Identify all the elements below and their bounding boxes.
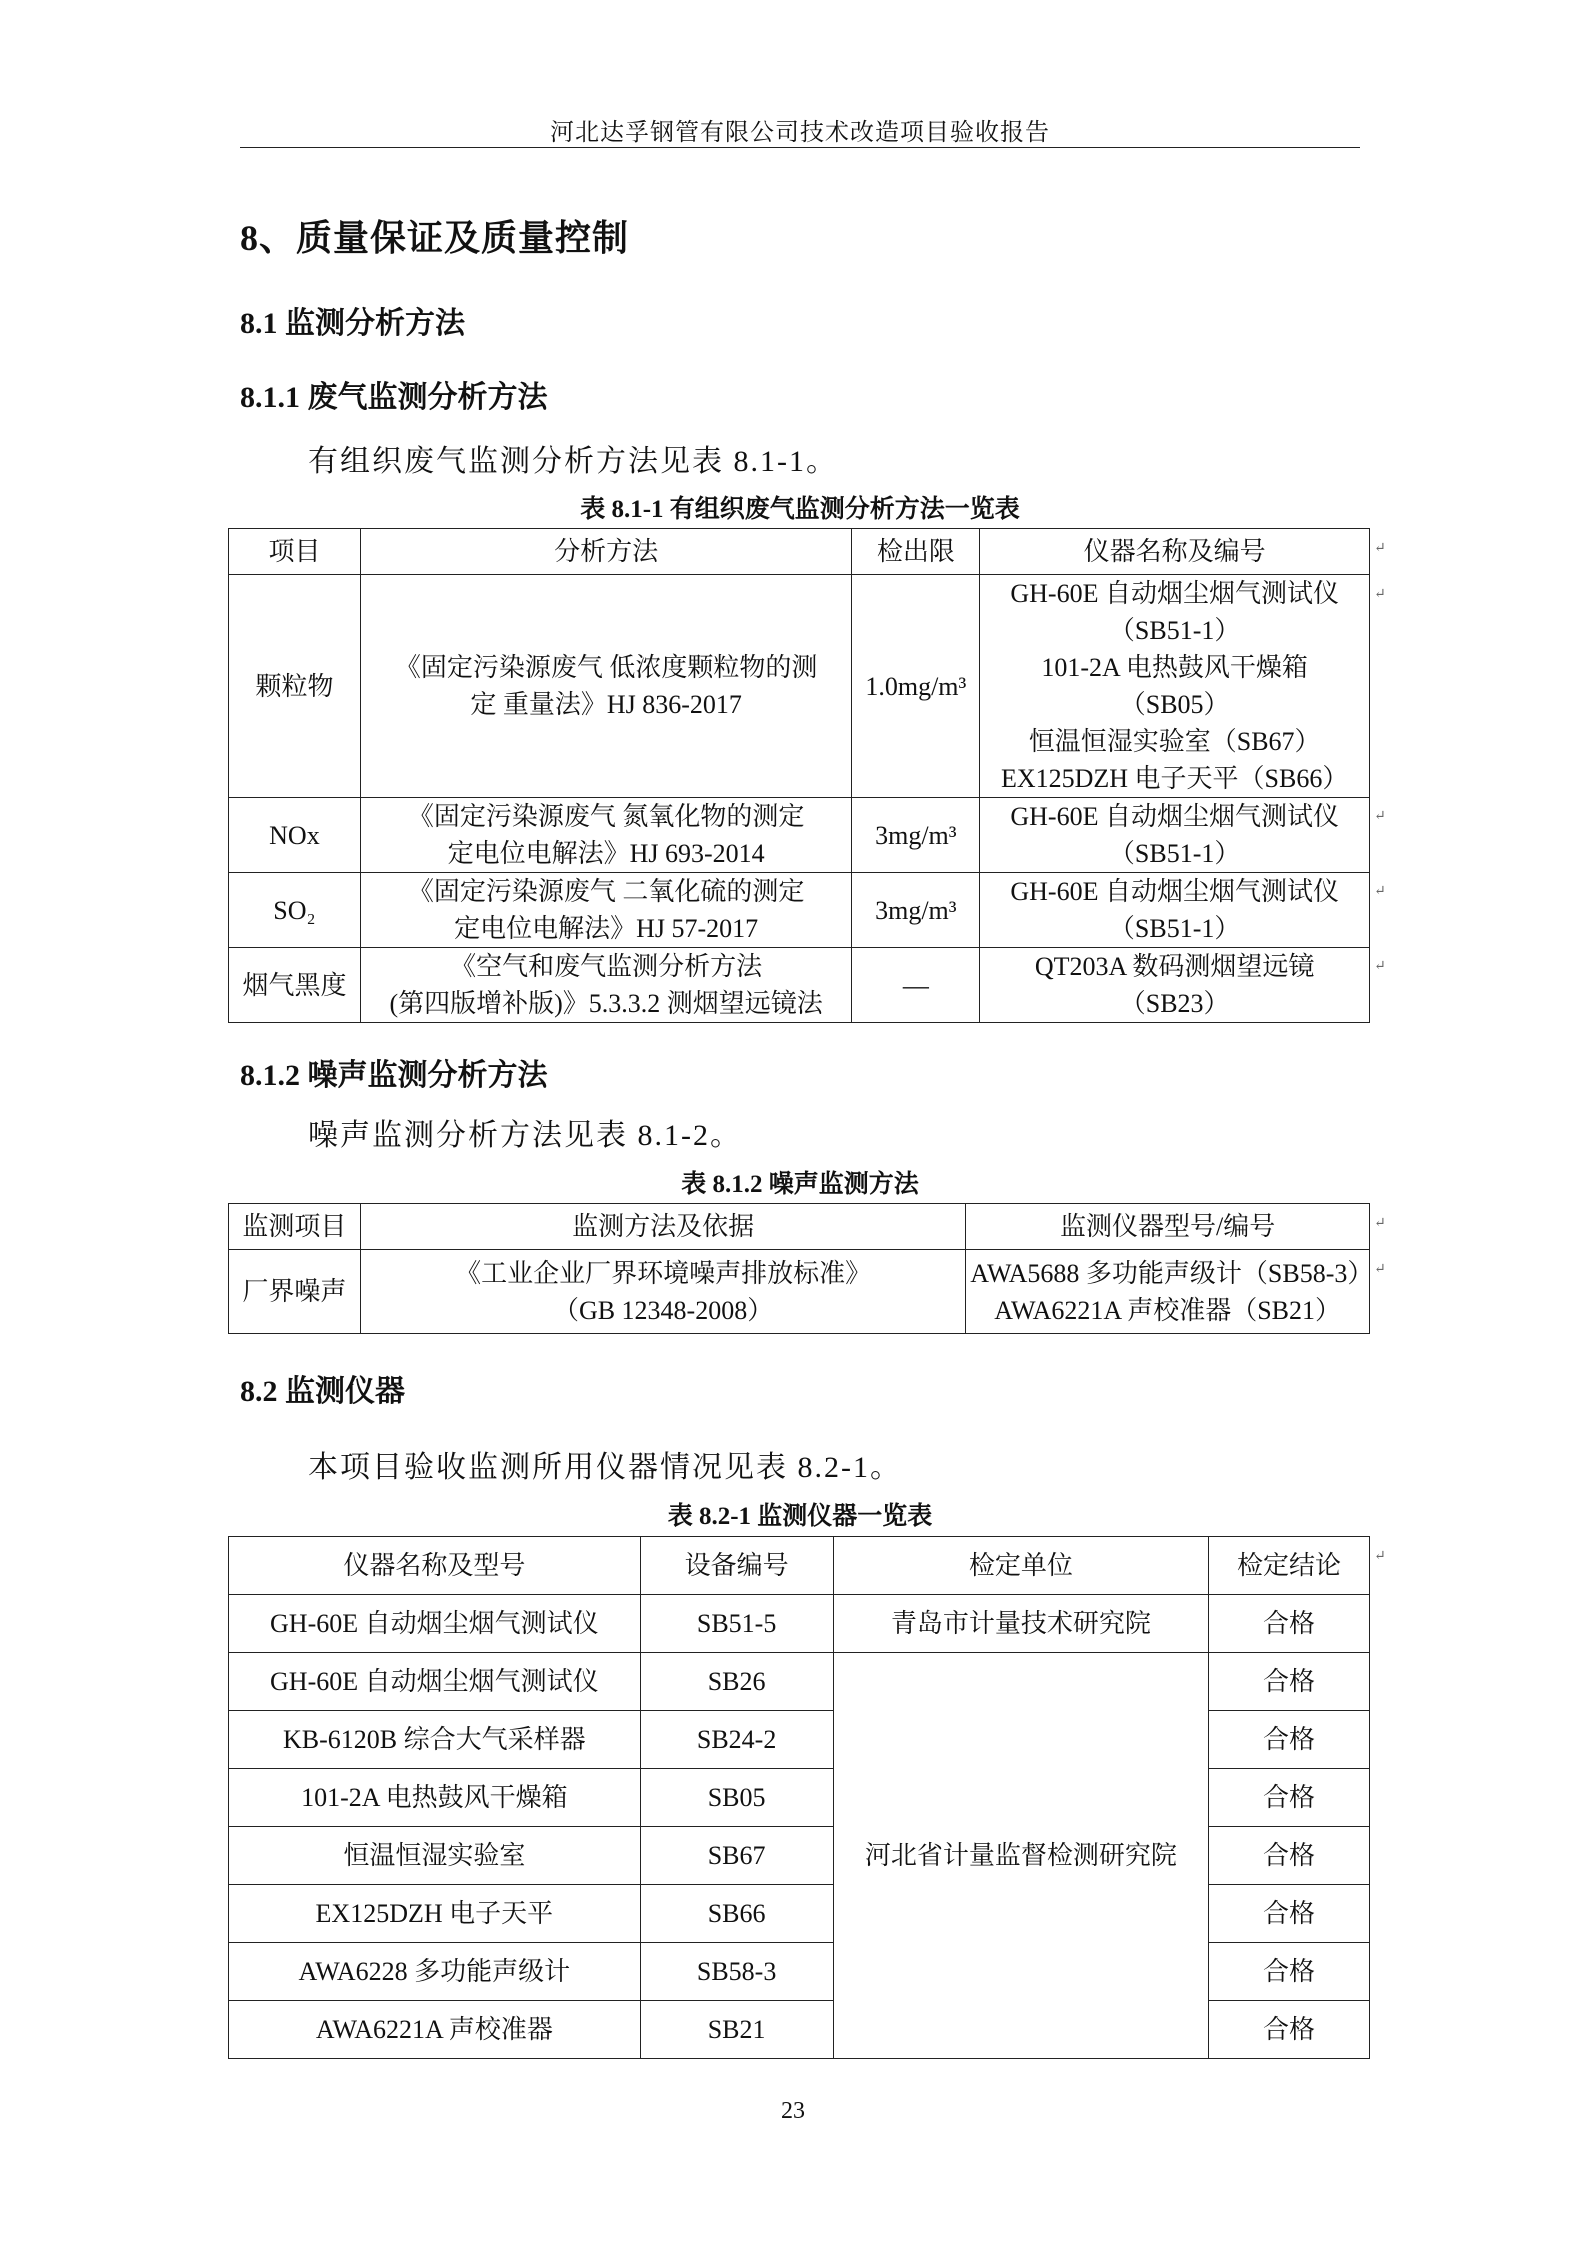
- item-cell: 烟气黑度: [229, 948, 361, 1023]
- code-cell: SB24-2: [640, 1711, 833, 1769]
- limit-cell: 3mg/m³: [852, 873, 980, 948]
- result-cell: 合格: [1209, 2001, 1370, 2059]
- result-cell: 合格: [1209, 1827, 1370, 1885]
- code-cell: SB05: [640, 1769, 833, 1827]
- table-row: [229, 798, 1370, 873]
- table-header-cell: 仪器名称及编号: [980, 529, 1370, 575]
- paragraph-mark-icon: ↵: [1374, 1216, 1386, 1231]
- item-cell: SO₂: [229, 873, 361, 948]
- code-cell: SB66: [640, 1885, 833, 1943]
- table-instruments: [228, 1536, 1370, 2059]
- item-cell: 厂界噪声: [229, 1250, 361, 1334]
- paragraph-mark-icon: ↵: [1374, 541, 1386, 556]
- table-row: [229, 948, 1370, 1023]
- table-noise-methods: [228, 1203, 1374, 1334]
- result-cell: 合格: [1209, 1885, 1370, 1943]
- table-header-cell: 检定结论: [1209, 1537, 1370, 1595]
- name-cell: EX125DZH 电子天平: [229, 1885, 641, 1943]
- name-cell: KB-6120B 综合大气采样器: [229, 1711, 641, 1769]
- paragraph-mark-icon: ↵: [1374, 884, 1386, 899]
- table-header-cell: 仪器名称及型号: [229, 1537, 641, 1595]
- page-header: 河北达孚钢管有限公司技术改造项目验收报告: [550, 120, 1050, 146]
- table-header-cell: 检定单位: [833, 1537, 1209, 1595]
- result-cell: 合格: [1209, 1653, 1370, 1711]
- unit-cell: 青岛市计量技术研究院: [833, 1595, 1209, 1653]
- item-cell: NOx: [229, 798, 361, 873]
- limit-cell: —: [852, 948, 980, 1023]
- header-rule: [240, 147, 1360, 148]
- instrument-cell: GH-60E 自动烟尘烟气测试仪 （SB51-1） 101-2A 电热鼓风干燥箱 （SB05） 恒温恒湿实验室（SB67） EX125DZH 电子天平（SB66）: [980, 575, 1370, 798]
- table-header-cell: 监测项目: [229, 1204, 361, 1250]
- method-cell: 《固定污染源废气 氮氧化物的测定 定电位电解法》HJ 693-2014: [360, 798, 851, 873]
- code-cell: SB26: [640, 1653, 833, 1711]
- page-number: 23: [781, 2098, 805, 2124]
- code-cell: SB51-5: [640, 1595, 833, 1653]
- name-cell: GH-60E 自动烟尘烟气测试仪: [229, 1653, 641, 1711]
- instrument-cell: QT203A 数码测烟望远镜 （SB23）: [980, 948, 1370, 1023]
- paragraph-mark-icon: ↵: [1374, 809, 1386, 824]
- table-8-1-1-caption: 表 8.1-1 有组织废气监测分析方法一览表: [580, 496, 1020, 523]
- code-cell: SB21: [640, 2001, 833, 2059]
- table-waste-gas-methods: [228, 528, 1370, 1023]
- method-cell: 《空气和废气监测分析方法 (第四版增补版)》5.3.3.2 测烟望远镜法: [360, 948, 851, 1023]
- result-cell: 合格: [1209, 1769, 1370, 1827]
- table-8-2-1-caption: 表 8.2-1 监测仪器一览表: [667, 1503, 933, 1530]
- item-cell: 颗粒物: [229, 575, 361, 798]
- limit-cell: 3mg/m³: [852, 798, 980, 873]
- section-8-1-2-title: 8.1.2 噪声监测分析方法: [240, 1059, 548, 1092]
- instrument-cell: AWA5688 多功能声级计（SB58-3） AWA6221A 声校准器（SB21）: [966, 1250, 1370, 1334]
- name-cell: AWA6221A 声校准器: [229, 2001, 641, 2059]
- table-header-cell: 监测方法及依据: [360, 1204, 965, 1250]
- code-cell: SB67: [640, 1827, 833, 1885]
- result-cell: 合格: [1209, 1711, 1370, 1769]
- section-8-2-title: 8.2 监测仪器: [240, 1375, 405, 1408]
- paragraph-8-2: 本项目验收监测所用仪器情况见表 8.2-1。: [308, 1451, 902, 1484]
- paragraph-mark-icon: ↵: [1374, 1549, 1386, 1564]
- instrument-cell: GH-60E 自动烟尘烟气测试仪 （SB51-1）: [980, 798, 1370, 873]
- paragraph-mark-icon: ↵: [1374, 587, 1386, 602]
- method-cell: 《工业企业厂界环境噪声排放标准》 （GB 12348-2008）: [360, 1250, 965, 1334]
- name-cell: 恒温恒湿实验室: [229, 1827, 641, 1885]
- method-cell: 《固定污染源废气 低浓度颗粒物的测 定 重量法》HJ 836-2017: [360, 575, 851, 798]
- table-row: [229, 1250, 1370, 1334]
- table-header-cell: 检出限: [852, 529, 980, 575]
- table-row: [229, 575, 1370, 798]
- limit-cell: 1.0mg/m³: [852, 575, 980, 798]
- unit-cell: 河北省计量监督检测研究院: [833, 1653, 1209, 2059]
- section-8-1-1-title: 8.1.1 废气监测分析方法: [240, 381, 548, 414]
- paragraph-mark-icon: ↵: [1374, 959, 1386, 974]
- table-row: [229, 873, 1370, 948]
- section-8-1-title: 8.1 监测分析方法: [240, 307, 465, 340]
- table-header-cell: 项目: [229, 529, 361, 575]
- paragraph-mark-icon: ↵: [1374, 1262, 1386, 1277]
- table-header-cell: 分析方法: [360, 529, 851, 575]
- table-header-cell: 监测仪器型号/编号: [966, 1204, 1370, 1250]
- code-cell: SB58-3: [640, 1943, 833, 2001]
- instrument-cell: GH-60E 自动烟尘烟气测试仪 （SB51-1）: [980, 873, 1370, 948]
- name-cell: 101-2A 电热鼓风干燥箱: [229, 1769, 641, 1827]
- paragraph-8-1-1: 有组织废气监测分析方法见表 8.1-1。: [308, 445, 838, 478]
- method-cell: 《固定污染源废气 二氧化硫的测定 定电位电解法》HJ 57-2017: [360, 873, 851, 948]
- table-8-1-2-caption: 表 8.1.2 噪声监测方法: [681, 1171, 919, 1198]
- table-header-cell: 设备编号: [640, 1537, 833, 1595]
- table-row: [229, 1595, 1370, 1653]
- result-cell: 合格: [1209, 1943, 1370, 2001]
- table-row: [229, 1653, 1370, 1711]
- chapter-title: 8、质量保证及质量控制: [240, 218, 630, 258]
- paragraph-8-1-2: 噪声监测分析方法见表 8.1-2。: [308, 1119, 742, 1152]
- result-cell: 合格: [1209, 1595, 1370, 1653]
- name-cell: AWA6228 多功能声级计: [229, 1943, 641, 2001]
- name-cell: GH-60E 自动烟尘烟气测试仪: [229, 1595, 641, 1653]
